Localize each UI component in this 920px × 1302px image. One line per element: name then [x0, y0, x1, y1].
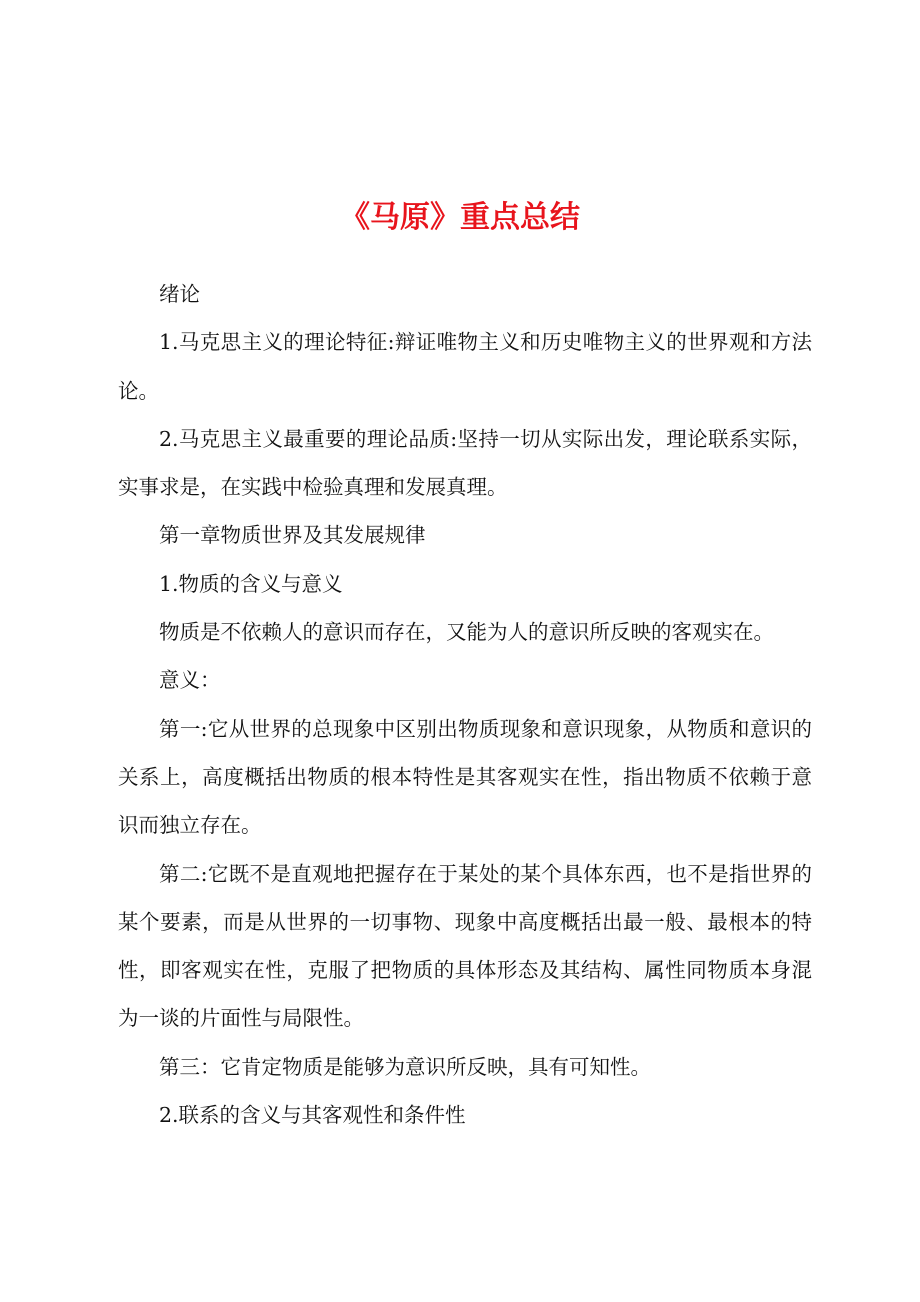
section-heading-intro: 绪论 [159, 282, 200, 306]
chapter-heading: 第一章物质世界及其发展规律 [159, 523, 426, 548]
document-body [118, 270, 812, 1139]
paragraph: 第三：它肯定物质是能够为意识所反映，具有可知性。 [159, 1054, 651, 1079]
paragraph: 意义： [159, 668, 221, 693]
subheading: 1.物质的含义与意义 [159, 571, 343, 596]
paragraph: 2.马克思主义最重要的理论品质:坚持一切从实际出发，理论联系实际，实事求是，在实践中检验真理和发展真理。 [118, 426, 812, 500]
document-title: 《马原》重点总结 [340, 200, 580, 235]
paragraph: 1.马克思主义的理论特征:辩证唯物主义和历史唯物主义的世界观和方法论。 [118, 330, 812, 403]
paragraph: 第二:它既不是直观地把握存在于某处的某个具体东西，也不是指世界的某个要素，而是从世界的一切事物、现象中高度概括出最一般、最根本的特性，即客观实在性，克服了把物质的具体形态及其结构、属性同物质本身混为一谈的片面性与局限性。 [118, 861, 812, 1031]
paragraph: 物质是不依赖人的意识而存在，又能为人的意识所反映的客观实在。 [159, 620, 774, 645]
paragraph: 第一:它从世界的总现象中区别出物质现象和意识现象，从物质和意识的关系上，高度概括出物质的根本特性是其客观实在性，指出物质不依赖于意识而独立存在。 [118, 716, 812, 838]
subheading: 2.联系的含义与其客观性和条件性 [159, 1103, 466, 1128]
